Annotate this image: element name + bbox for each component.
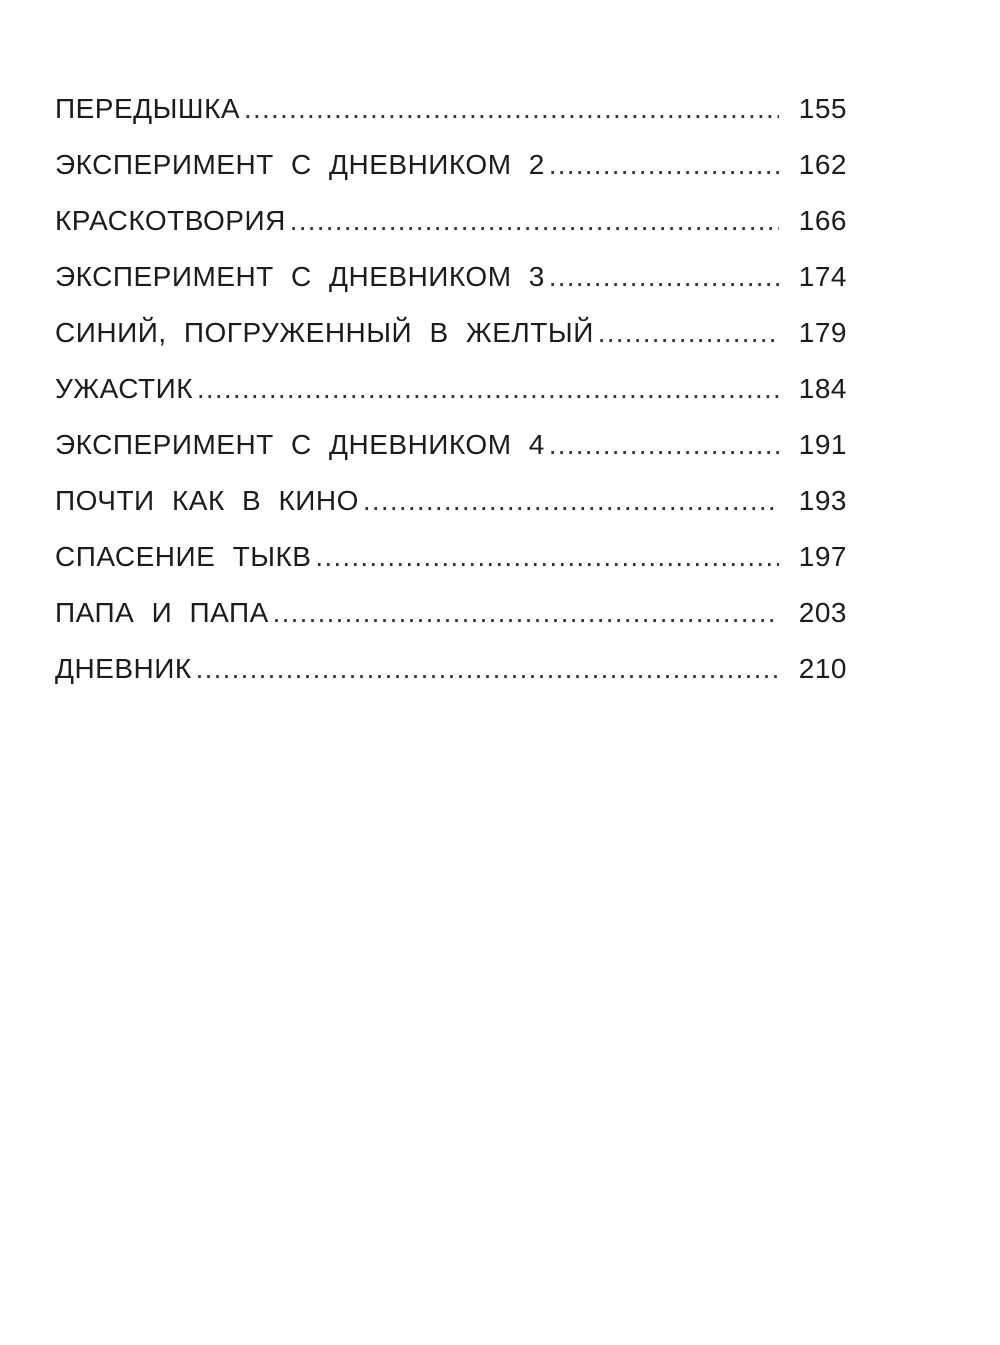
dot-leader xyxy=(197,373,779,405)
toc-entry xyxy=(55,317,847,373)
dot-leader xyxy=(290,205,779,237)
toc-entry-title: ЭКСПЕРИМЕНТ С ДНЕВНИКОМ 2 xyxy=(55,149,545,180)
toc-entry-page-number: 197 xyxy=(798,541,847,572)
toc-entry-page-number: 203 xyxy=(798,597,847,628)
toc-entry xyxy=(55,373,847,429)
toc-entry-page-number: 166 xyxy=(798,205,847,236)
toc-entry-title: ПЕРЕДЫШКА xyxy=(55,93,241,124)
toc-entry-page-number: 184 xyxy=(798,373,847,404)
toc-entry-title: ПАПА И ПАПА xyxy=(55,597,269,628)
toc-entry xyxy=(55,597,847,653)
toc-entry-page-number: 179 xyxy=(798,317,847,348)
table-of-contents xyxy=(55,93,847,709)
toc-entry-title: КРАСКОТВОРИЯ xyxy=(55,205,286,236)
toc-entry xyxy=(55,653,847,709)
toc-entry-page-number: 174 xyxy=(798,261,847,292)
toc-entry-page-number: 191 xyxy=(798,429,847,460)
toc-entry-title: УЖАСТИК xyxy=(55,373,194,404)
toc-entry-title: ДНЕВНИК xyxy=(55,653,192,684)
toc-entry xyxy=(55,93,847,149)
dot-leader xyxy=(244,93,779,125)
dot-leader xyxy=(273,597,779,629)
toc-entry-page-number: 193 xyxy=(798,485,847,516)
dot-leader xyxy=(598,317,779,349)
toc-entry-title: ЭКСПЕРИМЕНТ С ДНЕВНИКОМ 4 xyxy=(55,429,545,460)
toc-entry-title: СПАСЕНИЕ ТЫКВ xyxy=(55,541,312,572)
toc-entry xyxy=(55,485,847,541)
toc-entry xyxy=(55,541,847,597)
toc-entry-title: СИНИЙ, ПОГРУЖЕННЫЙ В ЖЕЛТЫЙ xyxy=(55,317,594,348)
toc-entry xyxy=(55,149,847,205)
toc-entry-page-number: 162 xyxy=(798,149,847,180)
dot-leader xyxy=(549,429,779,461)
toc-entry-title: ПОЧТИ КАК В КИНО xyxy=(55,485,359,516)
toc-entry-page-number: 155 xyxy=(798,93,847,124)
toc-entry xyxy=(55,205,847,261)
dot-leader xyxy=(549,261,779,293)
dot-leader xyxy=(549,149,779,181)
dot-leader xyxy=(315,541,779,573)
dot-leader xyxy=(196,653,779,685)
dot-leader xyxy=(363,485,779,517)
toc-entry xyxy=(55,429,847,485)
toc-entry-page-number: 210 xyxy=(798,653,847,684)
toc-entry-title: ЭКСПЕРИМЕНТ С ДНЕВНИКОМ 3 xyxy=(55,261,545,292)
toc-entry xyxy=(55,261,847,317)
